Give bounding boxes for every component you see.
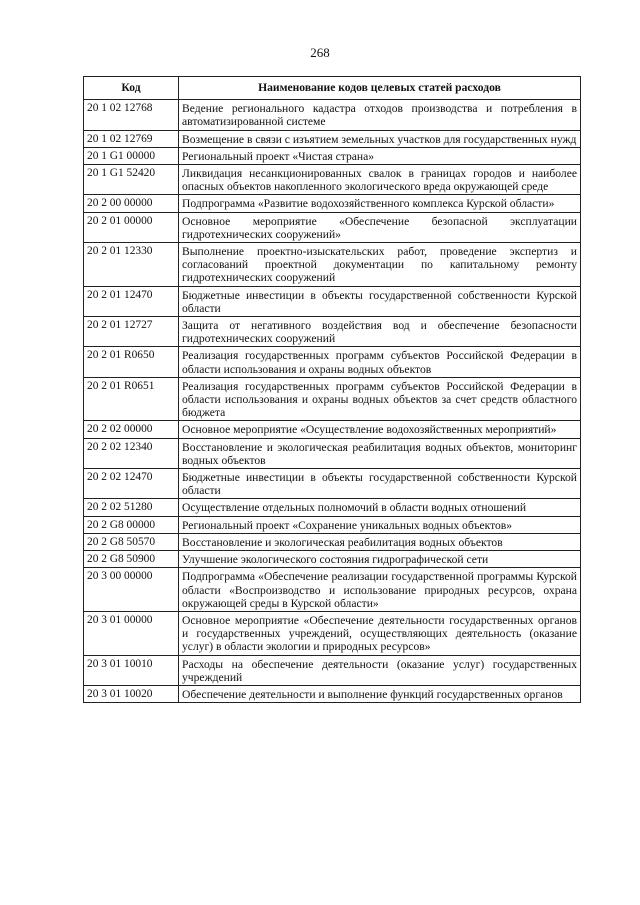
table-row <box>84 130 581 147</box>
row-code: 20 2 G8 50570 <box>84 533 179 550</box>
page-number: 268 <box>310 45 330 60</box>
table-row <box>84 469 581 499</box>
table-row <box>84 147 581 164</box>
row-name: Основное мероприятие «Обеспечение безопасной эксплуатации гидротехнических сооружений» <box>179 212 581 242</box>
table-row <box>84 568 581 612</box>
table-row <box>84 347 581 377</box>
table-row <box>84 286 581 316</box>
row-name: Ведение регионального кадастра отходов производства и потребления в автоматизированной системе <box>179 100 581 130</box>
row-code: 20 2 01 R0650 <box>84 347 179 377</box>
row-code: 20 3 01 00000 <box>84 611 179 655</box>
row-code: 20 3 01 10020 <box>84 685 179 702</box>
name-column-header: Наименование кодов целевых статей расходов <box>179 77 581 100</box>
row-name: Региональный проект «Сохранение уникальных водных объектов» <box>179 516 581 533</box>
table-row <box>84 243 581 287</box>
table-row <box>84 611 581 655</box>
row-code: 20 1 G1 52420 <box>84 165 179 195</box>
row-code: 20 2 02 51280 <box>84 499 179 516</box>
table-row <box>84 165 581 195</box>
table-row <box>84 551 581 568</box>
row-name: Бюджетные инвестиции в объекты государственной собственности Курской области <box>179 469 581 499</box>
row-code: 20 2 01 12330 <box>84 243 179 287</box>
table-row <box>84 195 581 212</box>
row-code: 20 2 01 12727 <box>84 317 179 347</box>
table-header-row <box>84 77 581 100</box>
table-row <box>84 516 581 533</box>
row-name: Улучшение экологического состояния гидрографической сети <box>179 551 581 568</box>
row-name: Региональный проект «Чистая страна» <box>179 147 581 164</box>
row-name: Осуществление отдельных полномочий в области водных отношений <box>179 499 581 516</box>
row-name: Реализация государственных программ субъектов Российской Федерации в области использования и охраны водных объектов <box>179 347 581 377</box>
row-name: Защита от негативного воздействия вод и обеспечение безопасности гидротехнических сооружений <box>179 317 581 347</box>
row-code: 20 2 00 00000 <box>84 195 179 212</box>
row-name: Возмещение в связи с изъятием земельных участков для государственных нужд <box>179 130 581 147</box>
row-name: Реализация государственных программ субъектов Российской Федерации в области использования и охраны водных объектов за счет средств областного бюджета <box>179 377 581 421</box>
row-name: Подпрограмма «Развитие водохозяйственного комплекса Курской области» <box>179 195 581 212</box>
row-code: 20 2 02 00000 <box>84 421 179 438</box>
row-name: Основное мероприятие «Обеспечение деятельности государственных органов и государственных учреждений, осуществляющих деятельность (оказание услуг) в области экологии и природных ресурсов» <box>179 611 581 655</box>
table-row <box>84 317 581 347</box>
row-code: 20 3 01 10010 <box>84 655 179 685</box>
row-code: 20 1 02 12768 <box>84 100 179 130</box>
row-name: Обеспечение деятельности и выполнение функций государственных органов <box>179 685 581 702</box>
target-expense-codes-table <box>83 76 581 703</box>
row-code: 20 2 01 00000 <box>84 212 179 242</box>
row-name: Основное мероприятие «Осуществление водохозяйственных мероприятий» <box>179 421 581 438</box>
row-code: 20 2 G8 00000 <box>84 516 179 533</box>
row-code: 20 3 00 00000 <box>84 568 179 612</box>
table-row <box>84 212 581 242</box>
row-code: 20 1 G1 00000 <box>84 147 179 164</box>
table-row <box>84 421 581 438</box>
row-name: Ликвидация несанкционированных свалок в границах городов и наиболее опасных объектов накопленного экологического вреда окружающей среде <box>179 165 581 195</box>
row-code: 20 2 01 R0651 <box>84 377 179 421</box>
row-name: Бюджетные инвестиции в объекты государственной собственности Курской области <box>179 286 581 316</box>
table-row <box>84 377 581 421</box>
table-row <box>84 685 581 702</box>
row-name: Выполнение проектно-изыскательских работ, проведение экспертиз и согласований проектной документации по капитальному ремонту гидротехнических сооружений <box>179 243 581 287</box>
table-row <box>84 499 581 516</box>
table-row <box>84 655 581 685</box>
table-row <box>84 438 581 468</box>
row-name: Подпрограмма «Обеспечение реализации государственной программы Курской области «Воспроизводство и использование природных ресурсов, охрана окружающей среды в Курской области» <box>179 568 581 612</box>
row-code: 20 2 02 12340 <box>84 438 179 468</box>
table-row <box>84 100 581 130</box>
code-column-header: Код <box>84 77 179 100</box>
row-code: 20 2 02 12470 <box>84 469 179 499</box>
row-name: Восстановление и экологическая реабилитация водных объектов, мониторинг водных объектов <box>179 438 581 468</box>
table-row <box>84 533 581 550</box>
row-code: 20 2 01 12470 <box>84 286 179 316</box>
row-code: 20 2 G8 50900 <box>84 551 179 568</box>
row-name: Расходы на обеспечение деятельности (оказание услуг) государственных учреждений <box>179 655 581 685</box>
row-code: 20 1 02 12769 <box>84 130 179 147</box>
row-name: Восстановление и экологическая реабилитация водных объектов <box>179 533 581 550</box>
